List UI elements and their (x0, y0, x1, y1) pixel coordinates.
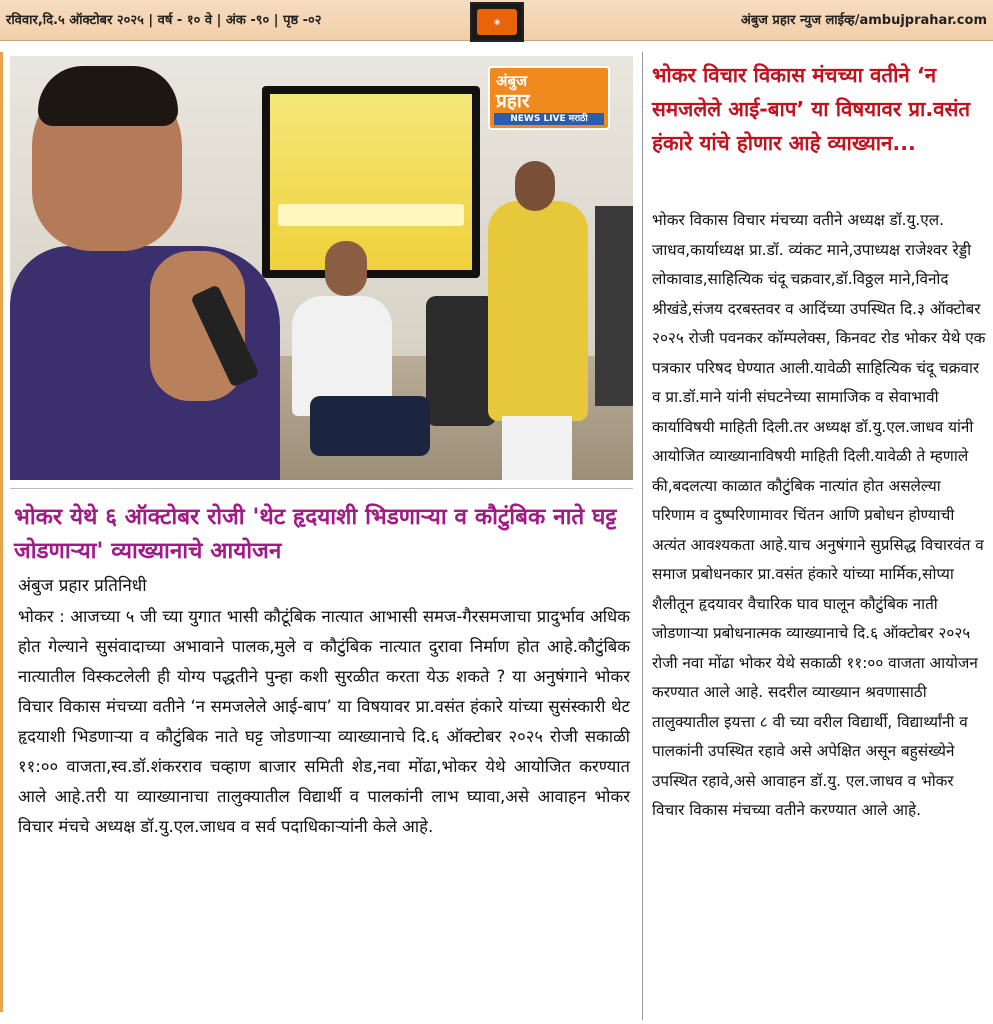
door (595, 206, 633, 406)
standing-person (488, 201, 588, 421)
event-photo (10, 56, 633, 480)
left-article-byline: अंबुज प्रहार प्रतिनिधी (18, 576, 147, 596)
site-name: अंबुज प्रहार न्युज लाईव्ह/ambujprahar.com (740, 13, 987, 28)
news-logo-watermark: अंबुज प्रहार NEWS LIVE मराठी (488, 66, 610, 130)
masthead-logo-icon: ◉ (477, 9, 517, 35)
newspaper-header-bar (0, 0, 993, 41)
column-divider (642, 52, 643, 1020)
issue-info: रविवार,दि.५ ऑक्टोबर २०२५ | वर्ष - १० वे | अंक -९० | पृष्ठ -०२ (6, 13, 322, 28)
left-border (0, 52, 3, 1012)
right-article-body: भोकर विकास विचार मंचच्या वतीने अध्यक्ष डॉ.यु.एल. जाधव,कार्याध्यक्ष प्रा.डॉ. व्यंकट माने,उपाध्यक्ष राजेश्वर रेड्डी लोकावाड,साहित्यिक चंदू चक्रवार,डॉ.विठ्ठल माने,विनोद श्रीखंडे,संजय दरबस्तवर व आदिंच्या उपस्थित दि.३ ऑक्टोबर २०२५ रोजी पवनकर कॉम्पलेक्स, किनवट रोड भोकर येथे एक पत्रकार परिषद घेण्यात आली.यावेळी साहित्यिक चंदू चक्रवार व प्रा.डॉ.माने यांनी संघटनेच्या सामाजिक व सेवाभावी कार्याविषयी माहिती दिली.तर अध्यक्ष डॉ.यु.एल.जाधव यांनी आयोजित व्याख्यानाविषयी माहिती दिली.यावेळी ते म्हणाले की,बदलत्या काळात कौटुंबिक नात्यांत होत असलेल्या परिणाम व दुष्परिणामावर चिंतन आणि प्रबोधन होण्याची अत्यंत आवश्यकता आहे.याच अनुषंगाने सुप्रसिद्ध विचारवंत व समाज प्रबोधनकार प्रा.वसंत हंकारे यांच्या मार्मिक,सोप्या शैलीतून हृदयावर वैचारिक घाव घालून कौटुंबिक नाती जोडणाऱ्या प्रबोधनात्मक व्याख्यानाचे दि.६ ऑक्टोबर २०२५ रोजी नवा मोंढा भोकर येथे सकाळी ११:०० वाजता आयोजन करण्यात आले आहे. सदरील व्याख्यान श्रवणासाठी तालुक्यातील इयत्ता ८ वी च्या वरील विद्यार्थी, विद्यार्थ्यांनी व पालकांनी उपस्थित रहावे असे अपेक्षित असून बहुसंख्येने उपस्थित रहावे,असे आवाहन डॉ.यु. एल.जाधव व भोकर विचार विकास मंचच्या वतीने करण्यात आले आहे. (652, 211, 986, 819)
right-article-headline: भोकर विचार विकास मंचच्या वतीने ‘न समजलेले आई-बाप’ या विषयावर प्रा.वसंत हंकारे यांचे होणार आहे व्याख्यान... (652, 63, 971, 155)
tv-screen (262, 86, 480, 278)
photo-divider (10, 488, 633, 489)
masthead-logo (470, 2, 524, 42)
chair (426, 296, 496, 426)
left-article-body: भोकर : आजच्या ५ जी च्या युगात भासी कौटूंबिक नात्यात आभासी समज-गैरसमजाचा प्रादुर्भाव अधिक होत गेल्याने सुसंवादाच्या अभावाने पालक,मुले व कौटुंबिक नात्यात दुरावा निर्माण होत आहे.कौटुंबिक नात्यातील विस्कटलेली ही योग्य पद्धतीने पुन्हा कशी सुरळीत करता येऊ शकते ? या अनुषंगाने भोकर विचार विकास मंचच्या वतीने ‘न समजलेले आई-बाप’ या विषयावर प्रा.वसंत हंकारे यांच्या सुसंस्कारी थेट हृदयाशी भिडणाऱ्या व कौटुंबिक नाते घट्ट जोडणाऱ्या व्याख्यानाचे दि.६ ऑक्टोबर २०२५ रोजी सकाळी ११:०० वाजता,स्व.डॉ.शंकरराव चव्हाण बाजार समिती शेड,नवा मोंढा,भोकर येथे आयोजित करण्यात आले आहे.तरी या व्याख्यानाचा तालुक्यातील विद्यार्थी व पालकांनी लाभ घ्यावा,असे आवाहन भोकर विचार मंचचे अध्यक्ष डॉ.यु.एल.जाधव व सर्व पदाधिकाऱ्यांनी केले आहे. (18, 607, 630, 836)
left-article-headline: भोकर येथे ६ ऑक्टोबर रोजी 'थेट हृदयाशी भिडणाऱ्या व कौटुंबिक नाते घट्ट जोडणाऱ्या' व्याख्यानाचे आयोजन (14, 504, 617, 564)
